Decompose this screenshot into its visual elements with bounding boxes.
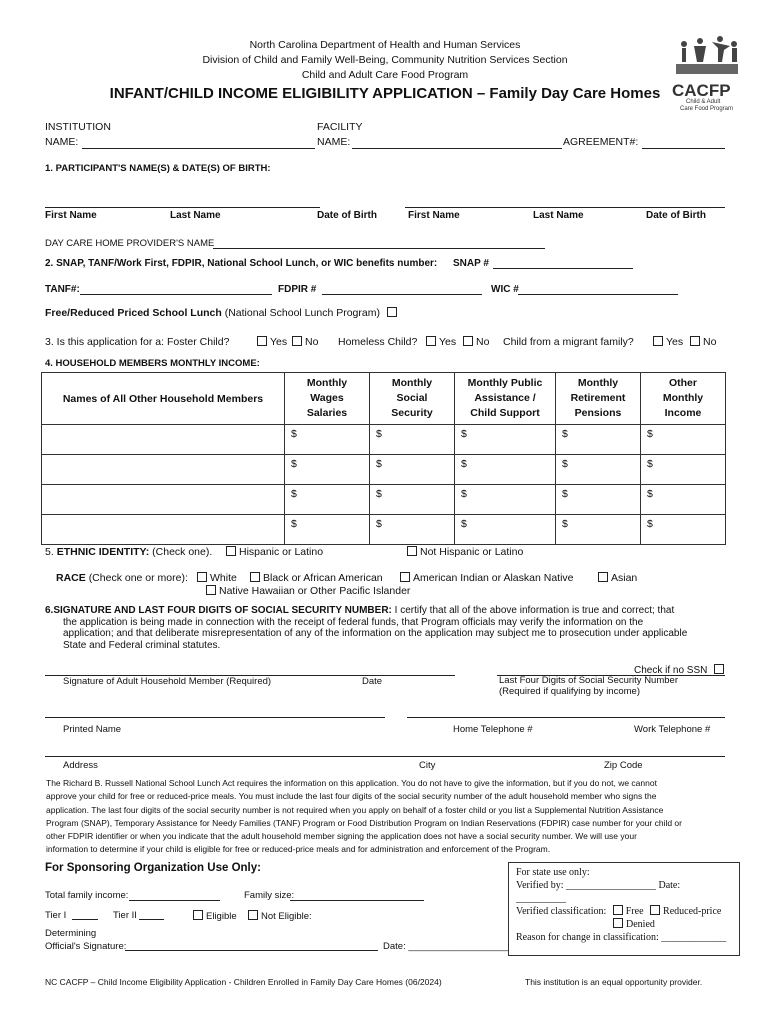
reason-for-change-label: Reason for change in classification: _____________ <box>516 932 727 943</box>
reduced-checkbox[interactable] <box>650 905 660 915</box>
footer-form-title: NC CACFP – Child Income Eligibility Application - Children Enrolled in Family Day Care Homes (06/2024) <box>45 977 442 987</box>
retire-cell[interactable]: $ <box>556 515 641 545</box>
fdpir-label: FDPIR # <box>278 284 317 295</box>
institution-name-label: NAME: <box>45 136 79 148</box>
other-cell[interactable]: $ <box>641 515 726 545</box>
wic-field[interactable] <box>518 294 678 295</box>
member-name-cell[interactable] <box>42 425 285 455</box>
ss-cell[interactable]: $ <box>370 425 455 455</box>
table-row <box>42 455 726 485</box>
legal-disclaimer: The Richard B. Russell National School Lunch Act requires the information on this application. You do not have to give the information, but if you do not, we cannot approve your child for free or reduced-price meals. You must include the last four digits of the social security number of the adult household member who signs the application. The last four digits of the social security number is not required when you apply on behalf of a foster child or you list a Supplemental Nutrition Assistance Program (SNAP), Temporary Assistance for Needy Families (TANF) Program or Food Distribution Program on Indian Reservations (FDPIR) case number for your child or other FDPIR identifier or when you indicate that the adult household member signing the application does not have a social security number. We will use your information to determine if your child is eligible for free or reduced-price meals and for administration and enforcement of the Program. <box>46 778 682 855</box>
facility-name-field[interactable] <box>352 148 562 149</box>
institution-label: INSTITUTION <box>45 121 111 133</box>
state-use-box <box>508 862 740 956</box>
other-cell[interactable]: $ <box>641 485 726 515</box>
wages-cell[interactable]: $ <box>285 455 370 485</box>
total-income-label: Total family income: <box>45 890 129 901</box>
first-name-label-2: First Name <box>408 210 460 221</box>
institution-name-field[interactable] <box>82 148 315 149</box>
retire-cell[interactable]: $ <box>556 485 641 515</box>
col-other-header: Other Monthly Income <box>641 373 726 425</box>
determining-label: Determining <box>45 928 97 939</box>
no-ssn-checkbox <box>714 664 724 674</box>
homeless-yes[interactable]: Yes <box>426 336 456 348</box>
last-name-label-2: Last Name <box>533 210 584 221</box>
member-name-cell[interactable] <box>42 515 285 545</box>
other-cell[interactable]: $ <box>641 425 726 455</box>
official-signature-label: Official's Signature: <box>45 941 127 952</box>
logo-text: CACFP <box>672 81 731 100</box>
not-eligible-option[interactable]: Not Eligible: <box>248 910 312 922</box>
section6-certification: 6.SIGNATURE AND LAST FOUR DIGITS OF SOCIAL SECURITY NUMBER: I certify that all of the above information is true and correct; that the application is being made in connection with the receipt of federal funds, that Program officials may verify the information on the application; and that deliberate misrepresentation of any of the information on the application may subject me to prosecution under applicable State and Federal criminal statutes. <box>45 605 688 651</box>
ethnic-identity-heading: 5. ETHNIC IDENTITY: (Check one). <box>45 546 213 558</box>
header-division: Division of Child and Family Well-Being, Community Nutrition Services Section <box>202 54 568 66</box>
public-cell[interactable]: $ <box>455 455 556 485</box>
ss-cell[interactable]: $ <box>370 455 455 485</box>
member-name-cell[interactable] <box>42 455 285 485</box>
facility-name-label: NAME: <box>317 136 351 148</box>
tier2-label: Tier II <box>113 910 137 921</box>
public-cell[interactable]: $ <box>455 515 556 545</box>
printed-name-field[interactable] <box>45 717 385 718</box>
col-wages-header: Monthly Wages Salaries <box>285 373 370 425</box>
official-date-label: Date: ___________________ <box>383 941 509 952</box>
dob-label-2: Date of Birth <box>646 210 706 221</box>
last-name-label: Last Name <box>170 210 221 221</box>
provider-name-field[interactable] <box>213 248 545 249</box>
foster-child-question: 3. Is this application for a: Foster Child? <box>45 336 230 348</box>
signature-label: Signature of Adult Household Member (Required) <box>63 676 272 687</box>
table-row <box>42 485 726 515</box>
col-retire-header: Monthly Retirement Pensions <box>556 373 641 425</box>
wages-cell[interactable]: $ <box>285 425 370 455</box>
race-black-option[interactable]: Black or African American <box>250 572 383 584</box>
sponsor-heading: For Sponsoring Organization Use Only: <box>45 862 261 874</box>
migrant-yes[interactable]: Yes <box>653 336 683 348</box>
telephone-field[interactable] <box>407 717 725 718</box>
col-public-header: Monthly Public Assistance / Child Support <box>455 373 556 425</box>
city-label: City <box>419 760 436 771</box>
public-cell[interactable]: $ <box>455 425 556 455</box>
free-reduced-lunch-row: Free/Reduced Priced School Lunch (National School Lunch Program) <box>45 307 400 319</box>
tier1-label: Tier I <box>45 910 67 921</box>
tier1-field[interactable] <box>72 919 98 920</box>
home-telephone-label: Home Telephone # <box>453 724 533 735</box>
state-use-label: For state use only: <box>516 867 590 878</box>
wages-cell[interactable]: $ <box>285 515 370 545</box>
free-reduced-checkbox[interactable] <box>387 307 397 317</box>
snap-field[interactable] <box>493 268 633 269</box>
logo-subtitle-1: Child & Adult <box>686 99 721 105</box>
page-title: INFANT/CHILD INCOME ELIGIBILITY APPLICATION – Family Day Care Homes <box>109 85 661 102</box>
people-figures-icon <box>672 36 742 78</box>
col-ss-header: Monthly Social Security <box>370 373 455 425</box>
verified-classification-row: Verified classification: Free Reduced-price <box>516 906 722 917</box>
section4-heading: 4. HOUSEHOLD MEMBERS MONTHLY INCOME: <box>45 358 260 369</box>
col-names-header: Names of All Other Household Members <box>42 373 285 425</box>
ssn-label: Last Four Digits of Social Security Number <box>499 675 678 686</box>
zip-code-label: Zip Code <box>604 760 643 771</box>
hispanic-option[interactable]: Hispanic or Latino <box>226 546 323 558</box>
race-heading: RACE (Check one or more): <box>56 572 188 584</box>
verified-by-label: Verified by: __________________ Date: __________ <box>516 880 681 904</box>
migrant-no[interactable]: No <box>690 336 716 348</box>
race-american-indian-option[interactable]: American Indian or Alaskan Native <box>400 572 574 584</box>
cacfp-logo <box>672 36 742 112</box>
other-cell[interactable]: $ <box>641 455 726 485</box>
header-department: North Carolina Department of Health and Human Services <box>249 39 521 51</box>
tanf-field[interactable] <box>80 294 272 295</box>
printed-name-label: Printed Name <box>63 724 122 735</box>
signature-date-label: Date <box>362 676 383 687</box>
retire-cell[interactable]: $ <box>556 425 641 455</box>
ss-cell[interactable]: $ <box>370 515 455 545</box>
household-income-table <box>41 372 726 545</box>
header-program: Child and Adult Care Food Program <box>301 69 469 81</box>
snap-label: SNAP # <box>453 258 489 269</box>
eligible-option[interactable]: Eligible <box>193 910 237 922</box>
race-hawaiian-option[interactable]: Native Hawaiian or Other Pacific Islander <box>206 585 410 597</box>
no-ssn-check[interactable]: Check if no SSN <box>634 664 727 676</box>
footer-equal-opportunity: This institution is an equal opportunity provider. <box>525 977 703 987</box>
wic-label: WIC # <box>491 284 519 295</box>
section1-heading: 1. PARTICIPANT'S NAME(S) & DATE(S) OF BIRTH: <box>45 163 271 174</box>
address-field[interactable] <box>45 756 725 757</box>
tanf-label: TANF#: <box>45 284 80 295</box>
ss-cell[interactable]: $ <box>370 485 455 515</box>
homeless-child-question: Homeless Child? <box>338 336 418 348</box>
participant-2-field[interactable] <box>405 207 725 208</box>
tier2-field[interactable] <box>139 919 164 920</box>
facility-label: FACILITY <box>317 121 363 133</box>
address-label: Address <box>63 760 98 771</box>
work-telephone-label: Work Telephone # <box>634 724 711 735</box>
public-cell[interactable]: $ <box>455 485 556 515</box>
table-row <box>42 425 726 455</box>
dob-label: Date of Birth <box>317 210 377 221</box>
wages-cell[interactable]: $ <box>285 485 370 515</box>
foster-no[interactable]: No <box>292 336 318 348</box>
official-signature-field[interactable] <box>125 950 378 951</box>
race-white-option[interactable]: White <box>197 572 237 584</box>
agreement-label: AGREEMENT#: <box>563 136 639 148</box>
agreement-field[interactable] <box>642 148 725 149</box>
race-asian-option[interactable]: Asian <box>598 572 637 584</box>
total-income-field[interactable] <box>129 900 220 901</box>
fdpir-field[interactable] <box>322 294 482 295</box>
not-hispanic-option[interactable]: Not Hispanic or Latino <box>407 546 523 558</box>
retire-cell[interactable]: $ <box>556 455 641 485</box>
participant-1-field[interactable] <box>45 207 320 208</box>
member-name-cell[interactable] <box>42 485 285 515</box>
homeless-no[interactable]: No <box>463 336 489 348</box>
first-name-label: First Name <box>45 210 97 221</box>
family-size-label: Family size: <box>244 890 295 901</box>
ssn-requirement-label: (Required if qualifying by income) <box>499 686 640 697</box>
foster-yes[interactable]: Yes <box>257 336 287 348</box>
denied-checkbox[interactable] <box>613 918 623 928</box>
family-size-field[interactable] <box>290 900 424 901</box>
provider-name-label: DAY CARE HOME PROVIDER'S NAME <box>45 238 215 249</box>
free-checkbox[interactable] <box>613 905 623 915</box>
logo-subtitle-2: Care Food Program <box>680 106 734 112</box>
denied-row: Denied <box>516 918 732 931</box>
section2-heading: 2. SNAP, TANF/Work First, FDPIR, National School Lunch, or WIC benefits number: <box>45 258 438 269</box>
migrant-family-question: Child from a migrant family? <box>503 336 634 348</box>
table-row <box>42 515 726 545</box>
